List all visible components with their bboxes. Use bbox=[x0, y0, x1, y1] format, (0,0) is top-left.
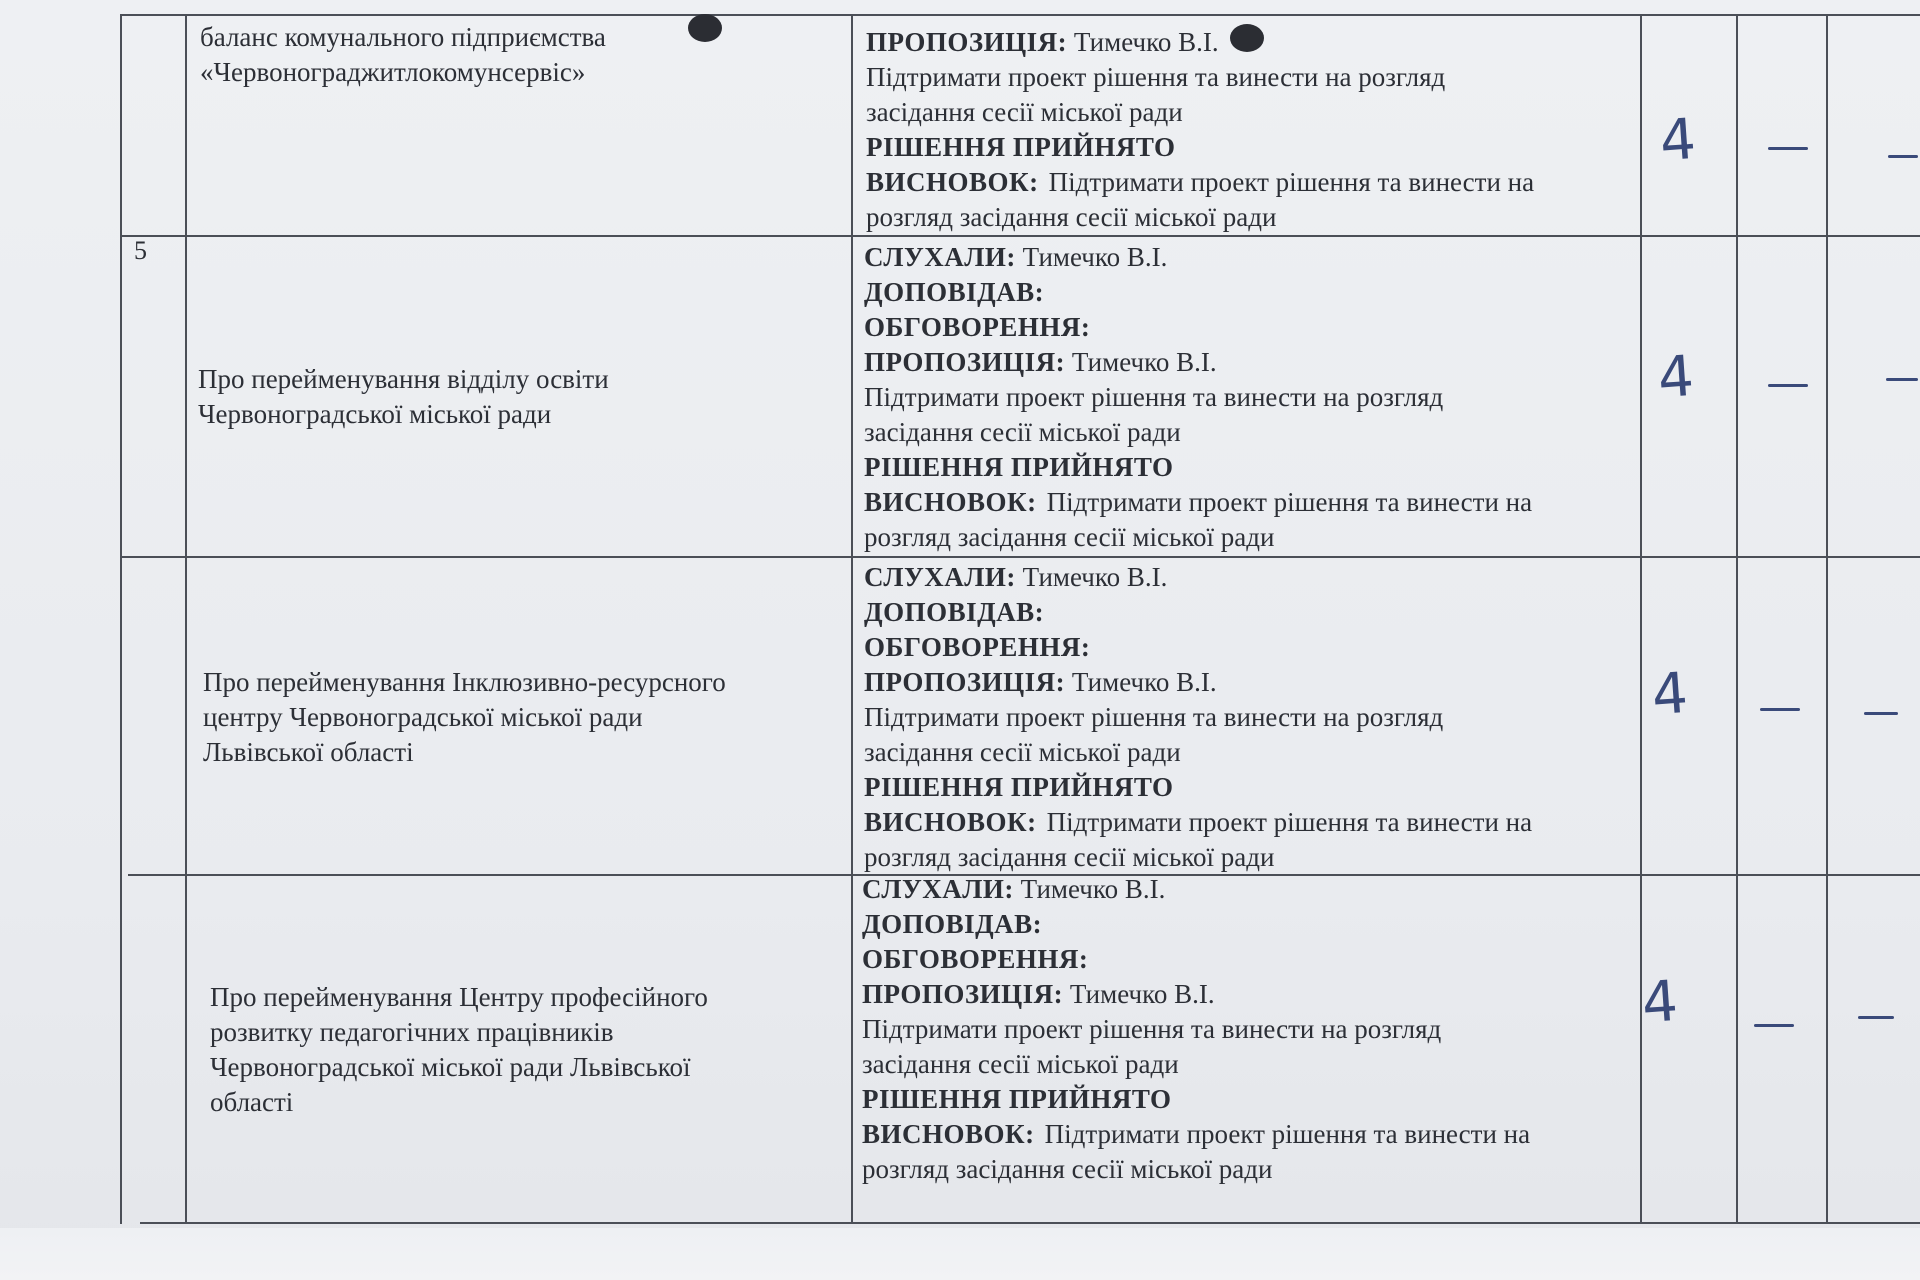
row-title bbox=[203, 665, 726, 770]
title-line: Про перейменування відділу освіти bbox=[198, 364, 609, 394]
title-line: Львівської області bbox=[203, 737, 414, 767]
propozytsiia-label: ПРОПОЗИЦІЯ: bbox=[866, 27, 1068, 57]
obhovorennia-label: ОБГОВОРЕННЯ: bbox=[864, 312, 1091, 342]
vote-for-count: 4 bbox=[1655, 343, 1696, 412]
vote-for-count: 4 bbox=[1657, 106, 1698, 175]
dopovidav-label: ДОПОВІДАВ: bbox=[862, 909, 1043, 939]
vysnovok-text: Підтримати проект рішення та винести на bbox=[1048, 167, 1535, 197]
propozytsiia-text: Підтримати проект рішення та винести на розгляд bbox=[864, 382, 1444, 412]
title-line: баланс комунального підприємства bbox=[200, 22, 606, 52]
row-border-1 bbox=[120, 235, 1920, 237]
propozytsiia-name: Тимечко В.І. bbox=[1073, 27, 1219, 57]
slukhaly-label: СЛУХАЛИ: bbox=[862, 874, 1014, 904]
propozytsiia-text: засідання сесії міської ради bbox=[866, 97, 1183, 127]
vysnovok-label: ВИСНОВОК: bbox=[864, 807, 1037, 837]
propozytsiia-text: засідання сесії міської ради bbox=[864, 737, 1181, 767]
vote-against-dash bbox=[1768, 384, 1808, 387]
dopovidav-label: ДОПОВІДАВ: bbox=[864, 597, 1045, 627]
vysnovok-text: розгляд засідання сесії міської ради bbox=[866, 202, 1277, 232]
propozytsiia-name: Тимечко В.І. bbox=[1069, 979, 1215, 1009]
vote-abstain-dash bbox=[1886, 378, 1918, 381]
ink-blot bbox=[688, 14, 722, 42]
propozytsiia-text: Підтримати проект рішення та винести на розгляд bbox=[866, 62, 1446, 92]
row-number: 5 bbox=[134, 236, 147, 265]
page-bottom-margin bbox=[0, 1228, 1920, 1280]
row-title bbox=[198, 362, 609, 432]
propozytsiia-text: Підтримати проект рішення та винести на розгляд bbox=[862, 1014, 1442, 1044]
title-line: області bbox=[210, 1087, 294, 1117]
vysnovok-label: ВИСНОВОК: bbox=[862, 1119, 1035, 1149]
vote-against-dash bbox=[1760, 708, 1800, 711]
vote-abstain-dash bbox=[1888, 155, 1918, 158]
propozytsiia-text: засідання сесії міської ради bbox=[862, 1049, 1179, 1079]
slukhaly-name: Тимечко В.І. bbox=[1022, 562, 1168, 592]
vote-against-dash bbox=[1754, 1024, 1794, 1027]
row-border-bottom bbox=[140, 1222, 1920, 1224]
vysnovok-label: ВИСНОВОК: bbox=[864, 487, 1037, 517]
vysnovok-text: Підтримати проект рішення та винести на bbox=[1044, 1119, 1531, 1149]
title-line: «Червонограджитлокомунсервіс» bbox=[200, 57, 586, 87]
row-content bbox=[866, 25, 1534, 235]
title-line: розвитку педагогічних працівників bbox=[210, 1017, 614, 1047]
vysnovok-text: розгляд засідання сесії міської ради bbox=[864, 842, 1275, 872]
vysnovok-text: розгляд засідання сесії міської ради bbox=[862, 1154, 1273, 1184]
slukhaly-label: СЛУХАЛИ: bbox=[864, 242, 1016, 272]
slukhaly-name: Тимечко В.І. bbox=[1020, 874, 1166, 904]
vote-abstain-dash bbox=[1864, 712, 1898, 715]
row-border-top bbox=[120, 14, 1920, 16]
vysnovok-text: розгляд засідання сесії міської ради bbox=[864, 522, 1275, 552]
row-border-2 bbox=[122, 556, 1920, 558]
obhovorennia-label: ОБГОВОРЕННЯ: bbox=[864, 632, 1091, 662]
rishennia-label: РІШЕННЯ ПРИЙНЯТО bbox=[864, 452, 1174, 482]
row-title bbox=[200, 20, 606, 90]
propozytsiia-name: Тимечко В.І. bbox=[1071, 347, 1217, 377]
vote-for-count: 4 bbox=[1649, 660, 1690, 729]
title-line: Про перейменування Центру професійного bbox=[210, 982, 708, 1012]
rishennia-label: РІШЕННЯ ПРИЙНЯТО bbox=[866, 132, 1176, 162]
vote-against-dash bbox=[1768, 147, 1808, 150]
row-content bbox=[864, 240, 1532, 555]
rishennia-label: РІШЕННЯ ПРИЙНЯТО bbox=[864, 772, 1174, 802]
propozytsiia-label: ПРОПОЗИЦІЯ: bbox=[864, 667, 1066, 697]
propozytsiia-label: ПРОПОЗИЦІЯ: bbox=[862, 979, 1064, 1009]
propozytsiia-name: Тимечко В.І. bbox=[1071, 667, 1217, 697]
col-border-number bbox=[185, 14, 187, 1224]
col-border-vote-1 bbox=[1736, 14, 1738, 1224]
title-line: Червоноградської міської ради Львівської bbox=[210, 1052, 691, 1082]
col-border-vote-2 bbox=[1826, 14, 1828, 1224]
row-title bbox=[210, 980, 708, 1120]
col-border-left bbox=[120, 14, 122, 1224]
title-line: Червоноградської міської ради bbox=[198, 399, 552, 429]
vysnovok-label: ВИСНОВОК: bbox=[866, 167, 1039, 197]
vysnovok-text: Підтримати проект рішення та винести на bbox=[1046, 487, 1533, 517]
propozytsiia-text: Підтримати проект рішення та винести на розгляд bbox=[864, 702, 1444, 732]
col-border-title bbox=[851, 14, 853, 1224]
col-border-content bbox=[1640, 14, 1642, 1224]
vote-for-count: 4 bbox=[1639, 968, 1680, 1037]
obhovorennia-label: ОБГОВОРЕННЯ: bbox=[862, 944, 1089, 974]
vysnovok-text: Підтримати проект рішення та винести на bbox=[1046, 807, 1533, 837]
title-line: Про перейменування Інклюзивно-ресурсного bbox=[203, 667, 726, 697]
row-content bbox=[864, 560, 1532, 875]
slukhaly-label: СЛУХАЛИ: bbox=[864, 562, 1016, 592]
vote-abstain-dash bbox=[1858, 1016, 1894, 1019]
title-line: центру Червоноградської міської ради bbox=[203, 702, 643, 732]
propozytsiia-text: засідання сесії міської ради bbox=[864, 417, 1181, 447]
slukhaly-name: Тимечко В.І. bbox=[1022, 242, 1168, 272]
propozytsiia-label: ПРОПОЗИЦІЯ: bbox=[864, 347, 1066, 377]
row-content bbox=[862, 872, 1530, 1187]
rishennia-label: РІШЕННЯ ПРИЙНЯТО bbox=[862, 1084, 1172, 1114]
dopovidav-label: ДОПОВІДАВ: bbox=[864, 277, 1045, 307]
